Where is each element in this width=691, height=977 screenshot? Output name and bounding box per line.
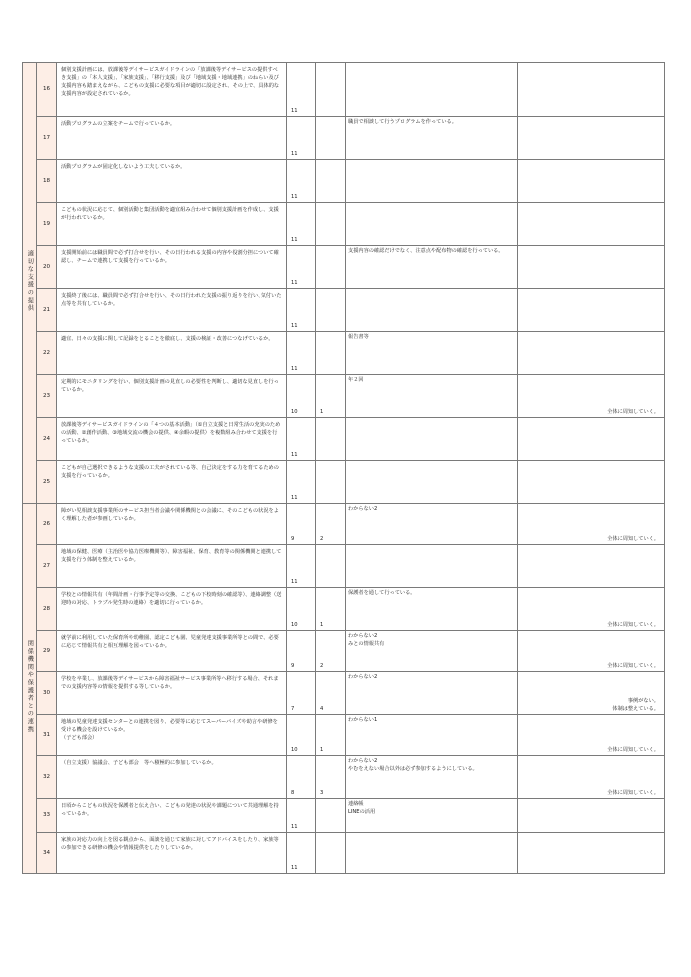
question-cell <box>57 799 287 833</box>
survey-sheet <box>22 62 664 871</box>
question-text: 個別支援計画には、放課後等デイサービスガイドラインの「放課後等デイサービスの提供すべき支援」の「本人支援」、「家族支援」、「移行支援」及び「地域支援・地域連携」のねらい及び支援内容も踏まえながら、こどもの支援に必要な項目が適切に設定され、その上で、具体的な支援内容が設定されているか。 <box>61 67 280 98</box>
no-count-cell <box>316 504 346 545</box>
table-row <box>23 504 665 545</box>
table-row <box>23 461 665 504</box>
question-text: こどもが自己選択できるような支援の工夫がされている等、自己決定をする力を育てるための支援を行っているか。 <box>61 465 279 480</box>
question-text: 支援終了後には、職員間で必ず打合せを行い、その日行われた支援の振り返りを行い､気付いた点等を共有しているか。 <box>61 293 282 308</box>
comment-text: 報告書等 <box>348 334 369 340</box>
yes-count-cell <box>287 203 316 246</box>
yes-count: 7 <box>291 705 295 712</box>
table-row <box>23 332 665 375</box>
no-count-cell <box>316 117 346 160</box>
comment-cell <box>346 588 518 631</box>
no-count: 2 <box>320 535 324 542</box>
no-count: 3 <box>320 789 324 796</box>
comment-text: 保護者を通して行っている。 <box>348 590 416 596</box>
item-number: 24 <box>37 418 57 461</box>
comment-cell <box>346 799 518 833</box>
no-count-cell <box>316 246 346 289</box>
comment-cell <box>346 63 518 117</box>
comment-text <box>346 461 517 463</box>
section-label: 適切な支援の提供 <box>26 250 34 313</box>
response-text: 全体に周知していく。 <box>607 621 659 628</box>
comment-text <box>346 203 517 205</box>
question-text: 支援開始前には職員間で必ず打合せを行い、その日行われる支援の内容や役割分担について確認し、チームで連携して支援を行っているか。 <box>61 250 279 265</box>
response-text: 事例がない。 体制は整えている。 <box>612 697 659 712</box>
response-cell <box>518 588 665 631</box>
comment-cell <box>346 332 518 375</box>
yes-count-cell <box>287 756 316 799</box>
item-number: 30 <box>37 672 57 715</box>
table-row <box>23 289 665 332</box>
survey-table <box>22 62 665 874</box>
yes-count-cell <box>287 545 316 588</box>
no-count-cell <box>316 715 346 756</box>
item-number: 28 <box>37 588 57 631</box>
no-count-cell <box>316 375 346 418</box>
question-cell <box>57 504 287 545</box>
response-cell <box>518 715 665 756</box>
no-count-cell <box>316 160 346 203</box>
yes-count-cell <box>287 461 316 504</box>
response-text: 全体に周知していく。 <box>607 789 659 796</box>
comment-text: わからない2 みとの情報共有 <box>348 633 385 648</box>
no-count: 4 <box>320 705 324 712</box>
yes-count-cell <box>287 160 316 203</box>
question-text: 障がい児相談支援事業所のサービス担当者会議や関係機関との会議に、そのこどもの状況をよく理解した者が参画しているか。 <box>61 508 279 523</box>
yes-count: 11 <box>291 365 298 372</box>
question-cell <box>57 63 287 117</box>
question-cell <box>57 160 287 203</box>
response-text: 全体に周知していく。 <box>607 746 659 753</box>
response-cell <box>518 246 665 289</box>
no-count-cell <box>316 756 346 799</box>
response-cell <box>518 375 665 418</box>
yes-count: 11 <box>291 236 298 243</box>
comment-cell <box>346 117 518 160</box>
question-text: 家族の対応力の向上を図る観点から、面談を通じて家族に対してアドバイスをしたり、家族等の参加できる研修の機会や情報提供をしたりしているか。 <box>61 837 279 852</box>
comment-cell <box>346 715 518 756</box>
comment-text <box>346 418 517 420</box>
response-cell <box>518 117 665 160</box>
no-count-cell <box>316 545 346 588</box>
question-cell <box>57 375 287 418</box>
yes-count-cell <box>287 799 316 833</box>
yes-count-cell <box>287 375 316 418</box>
yes-count: 11 <box>291 823 298 830</box>
item-number: 21 <box>37 289 57 332</box>
no-count-cell <box>316 332 346 375</box>
response-cell <box>518 160 665 203</box>
comment-cell <box>346 160 518 203</box>
yes-count-cell <box>287 833 316 874</box>
item-number: 32 <box>37 756 57 799</box>
table-row <box>23 588 665 631</box>
item-number: 26 <box>37 504 57 545</box>
section-label-cell <box>23 504 37 874</box>
question-text: （自立支援）協議会、子ども部会 等へ積極的に参加しているか。 <box>61 760 217 766</box>
yes-count: 11 <box>291 193 298 200</box>
item-number: 34 <box>37 833 57 874</box>
no-count: 1 <box>320 408 324 415</box>
yes-count: 10 <box>291 746 298 753</box>
response-cell <box>518 504 665 545</box>
comment-text <box>346 545 517 547</box>
question-cell <box>57 756 287 799</box>
question-text: 定期的にモニタリングを行い、個別支援計画の見直しの必要性を判断し、適切な見直しを行っているか。 <box>61 379 279 394</box>
comment-text <box>346 63 517 65</box>
question-cell <box>57 588 287 631</box>
question-text: 日頃からこどもの状況を保護者と伝え合い、こどもの発達の状況や課題について共通理解を持っているか。 <box>61 803 279 818</box>
comment-cell <box>346 672 518 715</box>
no-count-cell <box>316 203 346 246</box>
yes-count: 11 <box>291 322 298 329</box>
table-row <box>23 117 665 160</box>
response-text: 全体に周知していく。 <box>607 662 659 669</box>
yes-count: 11 <box>291 494 298 501</box>
response-text: 全体に周知していく。 <box>607 535 659 542</box>
item-number: 22 <box>37 332 57 375</box>
question-cell <box>57 332 287 375</box>
table-row <box>23 203 665 246</box>
question-cell <box>57 117 287 160</box>
comment-cell <box>346 504 518 545</box>
yes-count: 11 <box>291 107 298 114</box>
question-text: 地域の保健、医療（主治医や協力医療機関等）、障害福祉、保育、教育等の関係機関と連携して支援を行う体制を整えているか。 <box>61 549 282 564</box>
item-number: 16 <box>37 63 57 117</box>
yes-count: 11 <box>291 279 298 286</box>
response-cell <box>518 332 665 375</box>
question-cell <box>57 545 287 588</box>
question-text: 学校を卒業し、放課後等デイサービスから障害福祉サービス事業所等へ移行する場合、それまでの支援内容等の情報を提供する等しているか。 <box>61 676 279 691</box>
item-number: 25 <box>37 461 57 504</box>
yes-count-cell <box>287 246 316 289</box>
comment-text: 職員で相談して行うプログラムを作っている。 <box>348 119 457 125</box>
comment-text: わからない2 <box>348 674 378 680</box>
response-cell <box>518 203 665 246</box>
question-text: 就学前に利用していた保育所や幼稚園、認定こども園、児童発達支援事業所等との間で、必要に応じて情報共有と相互理解を図っているか。 <box>61 635 279 650</box>
yes-count-cell <box>287 672 316 715</box>
item-number: 29 <box>37 631 57 672</box>
item-number: 31 <box>37 715 57 756</box>
table-row <box>23 672 665 715</box>
response-cell <box>518 672 665 715</box>
comment-cell <box>346 203 518 246</box>
yes-count-cell <box>287 289 316 332</box>
no-count-cell <box>316 588 346 631</box>
table-row <box>23 418 665 461</box>
yes-count: 11 <box>291 451 298 458</box>
yes-count-cell <box>287 631 316 672</box>
item-number: 19 <box>37 203 57 246</box>
response-text: 全体に周知していく。 <box>607 408 659 415</box>
no-count-cell <box>316 833 346 874</box>
response-cell <box>518 545 665 588</box>
table-row <box>23 63 665 117</box>
question-cell <box>57 833 287 874</box>
yes-count-cell <box>287 332 316 375</box>
comment-cell <box>346 461 518 504</box>
question-cell <box>57 715 287 756</box>
no-count-cell <box>316 63 346 117</box>
comment-cell <box>346 545 518 588</box>
no-count-cell <box>316 631 346 672</box>
item-number: 20 <box>37 246 57 289</box>
yes-count: 8 <box>291 789 295 796</box>
question-text: 活動プログラムの立案をチームで行っているか。 <box>61 121 176 127</box>
no-count-cell <box>316 672 346 715</box>
response-cell <box>518 631 665 672</box>
response-cell <box>518 799 665 833</box>
comment-text <box>346 833 517 835</box>
response-cell <box>518 63 665 117</box>
comment-text: 支援内容の確認だけでなく、注意点や配布物の確認を行っている。 <box>348 248 504 254</box>
no-count-cell <box>316 289 346 332</box>
yes-count: 11 <box>291 864 298 871</box>
section-label-cell <box>23 63 37 504</box>
yes-count: 11 <box>291 150 298 157</box>
table-row <box>23 756 665 799</box>
question-text: こどもの状況に応じて、個別活動と集団活動を適宜組み合わせて個別支援計画を作成し、支援が行われているか。 <box>61 207 279 222</box>
item-number: 23 <box>37 375 57 418</box>
yes-count: 10 <box>291 408 298 415</box>
response-cell <box>518 461 665 504</box>
comment-text: わからない2 やむをえない場合以外は必ず参加するようにしている。 <box>348 758 478 773</box>
comment-text: 年２回 <box>348 377 364 383</box>
question-cell <box>57 418 287 461</box>
item-number: 18 <box>37 160 57 203</box>
question-text: 適宜、日々の支援に関して記録をとることを徹底し、支援の検証・改善につなげているか。 <box>61 336 274 342</box>
table-row <box>23 246 665 289</box>
question-cell <box>57 246 287 289</box>
no-count-cell <box>316 461 346 504</box>
comment-text <box>346 289 517 291</box>
comment-cell <box>346 631 518 672</box>
yes-count: 10 <box>291 621 298 628</box>
comment-text: わからない2 <box>348 506 378 512</box>
response-cell <box>518 756 665 799</box>
section-label: 関係機関や保護者との連携 <box>26 640 34 734</box>
question-cell <box>57 672 287 715</box>
table-row <box>23 799 665 833</box>
yes-count: 11 <box>291 578 298 585</box>
table-row <box>23 715 665 756</box>
question-cell <box>57 631 287 672</box>
yes-count-cell <box>287 715 316 756</box>
yes-count-cell <box>287 504 316 545</box>
question-cell <box>57 203 287 246</box>
no-count-cell <box>316 418 346 461</box>
yes-count: 9 <box>291 535 295 542</box>
yes-count-cell <box>287 418 316 461</box>
yes-count: 9 <box>291 662 295 669</box>
question-cell <box>57 461 287 504</box>
question-cell <box>57 289 287 332</box>
response-cell <box>518 418 665 461</box>
no-count: 1 <box>320 621 324 628</box>
question-text: 放課後等デイサービスガイドラインの「４つの基本活動」（①自立支援と日常生活の充実のための活動、②創作活動、③地域交流の機会の提供、④余暇の提供）を複数組み合わせて支援を行っているか。 <box>61 422 281 445</box>
table-row <box>23 631 665 672</box>
yes-count-cell <box>287 63 316 117</box>
comment-text <box>346 160 517 162</box>
response-cell <box>518 289 665 332</box>
table-row <box>23 833 665 874</box>
item-number: 27 <box>37 545 57 588</box>
comment-cell <box>346 833 518 874</box>
question-text: 活動プログラムが固定化しないよう工夫しているか。 <box>61 164 186 170</box>
comment-cell <box>346 418 518 461</box>
comment-cell <box>346 289 518 332</box>
no-count-cell <box>316 799 346 833</box>
comment-cell <box>346 246 518 289</box>
question-text: 地域の児童発達支援センターとの連携を図り、必要等に応じてスーパーバイズや助言や研修を受ける機会を設けているか。 （子ども部会） <box>61 719 278 742</box>
item-number: 33 <box>37 799 57 833</box>
yes-count-cell <box>287 117 316 160</box>
no-count: 1 <box>320 746 324 753</box>
comment-text: わからない1 <box>348 717 378 723</box>
question-text: 学校との情報共有（年間計画・行事予定等の交換、こどもの下校時刻の確認等）、連絡調整（送迎時の対応、トラブル発生時の連絡）を適切に行っているか。 <box>61 592 282 607</box>
table-row <box>23 160 665 203</box>
yes-count-cell <box>287 588 316 631</box>
item-number: 17 <box>37 117 57 160</box>
comment-cell <box>346 375 518 418</box>
comment-text: 連絡帳 LINEの活用 <box>348 801 376 816</box>
comment-cell <box>346 756 518 799</box>
no-count: 2 <box>320 662 324 669</box>
table-row <box>23 375 665 418</box>
table-row <box>23 545 665 588</box>
response-cell <box>518 833 665 874</box>
